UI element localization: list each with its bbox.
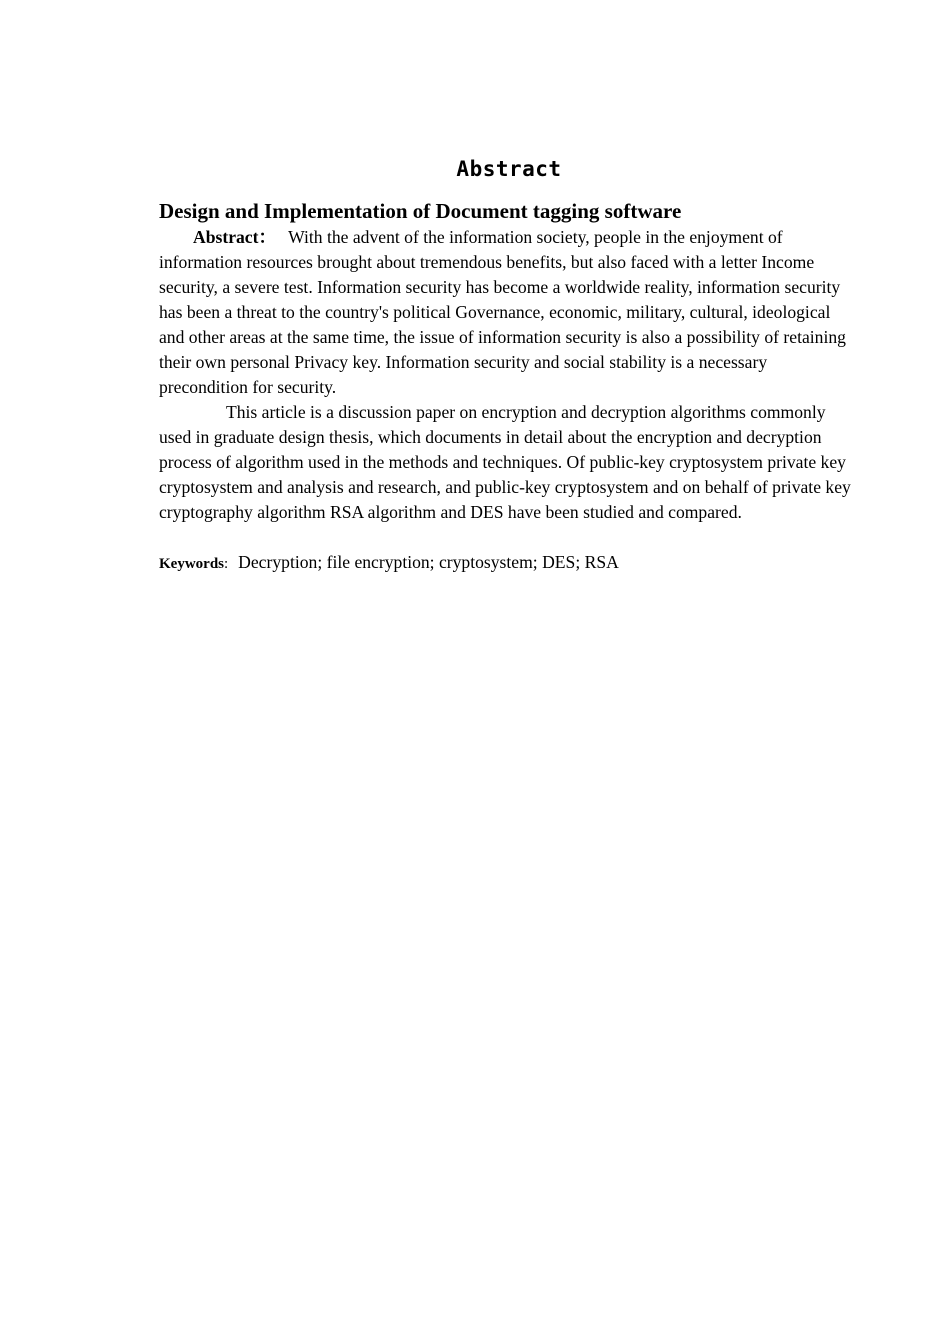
abstract-paragraph-1	[159, 225, 859, 400]
abstract-paragraph-2: This article is a discussion paper on encryption and decryption algorithms commonly used in graduate design thesis, which documents in detail about the encryption and decryption process of algorithm used in the methods and techniques. Of public-key cryptosystem private key cryptosystem and analysis and research, and public-key cryptosystem and on behalf of private key cryptography algorithm RSA algorithm and DES have been studied and compared.	[159, 402, 851, 522]
keywords-label: Keywords	[159, 556, 224, 572]
abstract-paragraph-1-text: With the advent of the information society, people in the enjoyment of information resources brought about tremendous benefits, but also faced with a letter Income security, a severe test. Information security has become a worldwide reality, information security has been a threat to the country's political Governance, economic, military, cultural, ideological and other areas at the same time, the issue of information security is also a possibility of retaining their own personal Privacy key. Information security and social stability is a necessary precondition for security.	[159, 227, 846, 397]
abstract-section	[159, 197, 859, 595]
page-heading: Abstract	[456, 157, 562, 181]
keywords-line	[159, 550, 859, 577]
keywords-colon: :	[224, 556, 229, 572]
abstract-colon: ：	[258, 227, 277, 247]
abstract-label: Abstract	[193, 227, 259, 247]
keywords-text: Decryption; file encryption; cryptosystem; DES; RSA	[238, 552, 619, 572]
document-title: Design and Implementation of Document tagging software	[159, 199, 682, 223]
